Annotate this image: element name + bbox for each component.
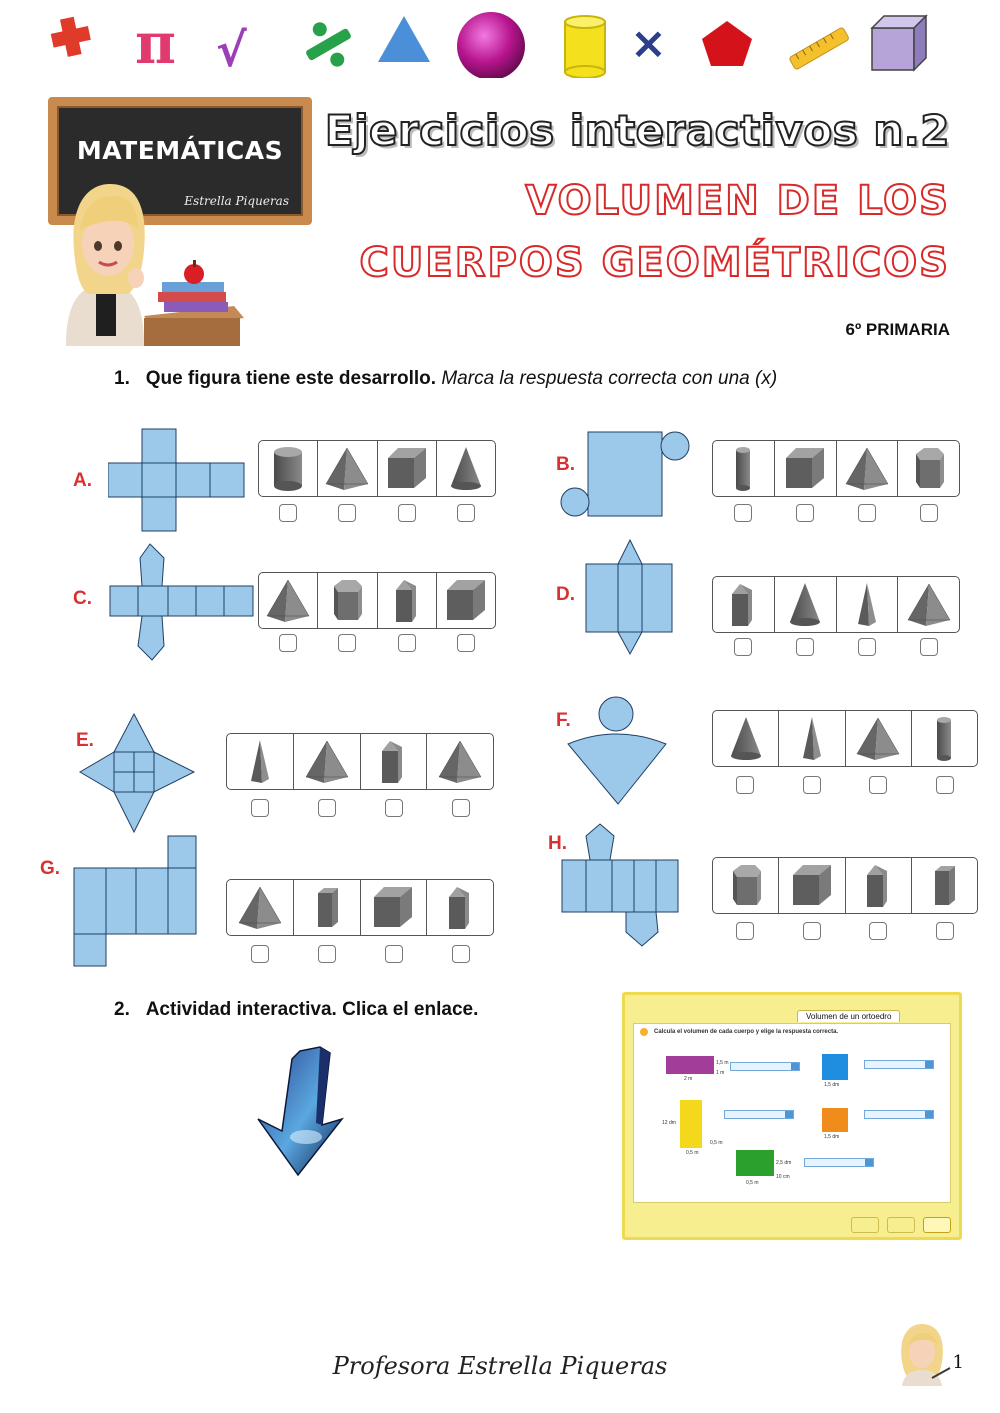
checkbox-d-4[interactable]	[920, 638, 938, 656]
checkbox-f-4[interactable]	[936, 776, 954, 794]
option-f-3	[846, 711, 912, 766]
exercise-label-h: H.	[548, 833, 567, 854]
svg-text:×: ×	[630, 18, 667, 69]
interactive-activity-preview[interactable]	[622, 992, 962, 1240]
answer-dropdown[interactable]	[724, 1110, 794, 1119]
preview-instructions: Calcula el volumen de cada cuerpo y elige la respuesta correcta.	[654, 1029, 839, 1035]
triangular-prism-icon	[718, 580, 768, 630]
option-g-3	[361, 880, 428, 935]
option-c-2	[318, 573, 377, 628]
page-number: 1	[952, 1352, 964, 1373]
pentagon-icon	[702, 21, 752, 66]
footer-signature: Profesora Estrella Piqueras	[332, 1352, 668, 1380]
svg-text:√: √	[216, 23, 247, 77]
checkbox-g-3[interactable]	[385, 945, 403, 963]
cylinder-icon	[919, 714, 969, 764]
options-a	[258, 440, 496, 497]
options-g	[226, 879, 494, 936]
checkbox-a-4[interactable]	[457, 504, 475, 522]
option-h-1	[713, 858, 779, 913]
checkbox-a-1[interactable]	[279, 504, 297, 522]
cone-icon	[721, 714, 771, 764]
option-f-1	[713, 711, 779, 766]
checkboxes-b	[712, 504, 960, 522]
rectangular-prism-icon	[302, 883, 352, 933]
options-b	[712, 440, 960, 497]
square-pyramid-icon	[853, 714, 903, 764]
cylinder-icon	[263, 444, 313, 494]
checkbox-h-2[interactable]	[803, 922, 821, 940]
pentagonal-prism-icon	[721, 861, 771, 911]
question-2-number: 2.	[114, 999, 130, 1020]
net-a	[108, 428, 246, 532]
dim-label: 0,5 m	[746, 1180, 759, 1186]
net-h	[560, 822, 682, 950]
option-d-1	[713, 577, 775, 632]
option-b-1	[713, 441, 775, 496]
option-g-4	[427, 880, 493, 935]
plus-icon	[48, 14, 93, 59]
option-a-2	[318, 441, 377, 496]
checkbox-e-4[interactable]	[452, 799, 470, 817]
cone-icon	[780, 580, 830, 630]
net-e	[78, 712, 196, 834]
square-pyramid-icon	[322, 444, 372, 494]
checkbox-b-1[interactable]	[734, 504, 752, 522]
net-c	[108, 542, 256, 664]
grade-level: 6º PRIMARIA	[845, 320, 950, 339]
checkboxes-f	[712, 776, 978, 794]
info-icon	[640, 1028, 648, 1036]
checkbox-e-2[interactable]	[318, 799, 336, 817]
checkbox-d-2[interactable]	[796, 638, 814, 656]
dim-label: 1,5 m	[716, 1060, 729, 1066]
checkboxes-h	[712, 922, 978, 940]
net-b	[560, 430, 692, 520]
down-arrow-link-icon[interactable]	[250, 1045, 350, 1180]
question-2-text: Actividad interactiva. Clica el enlace.	[145, 999, 479, 1020]
cube-icon	[441, 576, 491, 626]
question-1	[114, 368, 777, 390]
question-1-instruction: Marca la respuesta correcta con una (x)	[441, 368, 778, 389]
option-c-3	[378, 573, 437, 628]
checkboxes-e	[226, 799, 494, 817]
checkbox-d-1[interactable]	[734, 638, 752, 656]
option-h-2	[779, 858, 845, 913]
cube-icon	[368, 883, 418, 933]
dim-label: 0,5 m	[686, 1150, 699, 1156]
answer-dropdown[interactable]	[864, 1060, 934, 1069]
checkbox-c-2[interactable]	[338, 634, 356, 652]
triangular-pyramid-icon	[787, 714, 837, 764]
checkbox-c-3[interactable]	[398, 634, 416, 652]
option-e-4	[427, 734, 493, 789]
triangle-icon	[378, 16, 430, 62]
cube-blue	[822, 1054, 848, 1080]
net-g	[72, 834, 200, 970]
option-c-1	[259, 573, 318, 628]
checkbox-a-3[interactable]	[398, 504, 416, 522]
square-pyramid-icon	[435, 737, 485, 787]
option-f-2	[779, 711, 845, 766]
square-pyramid-icon	[302, 737, 352, 787]
option-e-1	[227, 734, 294, 789]
decorative-icon-row	[30, 8, 930, 78]
dim-label: 1 m	[716, 1070, 725, 1076]
checkboxes-c	[258, 634, 496, 652]
checkboxes-a	[258, 504, 496, 522]
square-pyramid-icon	[904, 580, 954, 630]
option-g-1	[227, 880, 294, 935]
cube-icon	[787, 861, 837, 911]
prism-yellow	[680, 1100, 702, 1148]
checkbox-h-3[interactable]	[869, 922, 887, 940]
dim-label: 0,5 m	[710, 1140, 723, 1146]
triangular-prism-icon	[368, 737, 418, 787]
exercise-label-b: B.	[556, 454, 575, 475]
dim-label: 12 dm	[662, 1120, 676, 1126]
cylinder-icon	[718, 444, 768, 494]
cone-icon	[441, 444, 491, 494]
exercise-label-f: F.	[556, 710, 571, 731]
checkboxes-d	[712, 638, 960, 656]
option-a-3	[378, 441, 437, 496]
pentagonal-prism-icon	[322, 576, 372, 626]
option-f-4	[912, 711, 977, 766]
svg-text:π: π	[135, 11, 176, 77]
checkbox-e-1[interactable]	[251, 799, 269, 817]
preview-button[interactable]	[887, 1217, 915, 1233]
triangular-pyramid-icon	[235, 737, 285, 787]
answer-dropdown[interactable]	[804, 1158, 874, 1167]
teacher-small-avatar	[892, 1322, 952, 1386]
answer-dropdown[interactable]	[730, 1062, 800, 1071]
dim-label: 10 cm	[776, 1174, 790, 1180]
checkbox-c-4[interactable]	[457, 634, 475, 652]
preview-button[interactable]	[851, 1217, 879, 1233]
dim-label: 2,5 dm	[776, 1160, 792, 1166]
question-2	[114, 999, 478, 1021]
exercise-label-c: C.	[73, 588, 92, 609]
options-c	[258, 572, 496, 629]
rectangular-prism-icon	[919, 861, 969, 911]
board-title: MATEMÁTICAS	[76, 136, 284, 165]
checkbox-h-4[interactable]	[936, 922, 954, 940]
preview-tab-title: Volumen de un ortoedro	[797, 1010, 900, 1022]
checkbox-b-2[interactable]	[796, 504, 814, 522]
net-f	[566, 694, 670, 808]
checkbox-b-3[interactable]	[858, 504, 876, 522]
option-e-2	[294, 734, 361, 789]
checkboxes-g	[226, 945, 494, 963]
checkbox-f-3[interactable]	[869, 776, 887, 794]
options-e	[226, 733, 494, 790]
option-h-4	[912, 858, 977, 913]
triangular-prism-icon	[382, 576, 432, 626]
subtitle-line-2: CUERPOS GEOMÉTRICOS	[359, 240, 950, 286]
exercise-label-g: G.	[40, 858, 61, 879]
cube-orange	[822, 1108, 848, 1132]
worksheet-title: Ejercicios interactivos n.2	[324, 106, 950, 155]
option-b-4	[898, 441, 959, 496]
exercise-label-e: E.	[76, 730, 94, 751]
checkbox-f-1[interactable]	[736, 776, 754, 794]
dim-label: 2 m	[684, 1076, 693, 1082]
exercise-label-a: A.	[73, 470, 92, 491]
teacher-avatar	[44, 178, 244, 346]
answer-dropdown[interactable]	[864, 1110, 934, 1119]
option-d-4	[898, 577, 959, 632]
pentagonal-prism-icon	[904, 444, 954, 494]
option-e-3	[361, 734, 428, 789]
cylinder-icon	[565, 16, 605, 78]
triangular-pyramid-icon	[842, 580, 892, 630]
square-pyramid-icon	[235, 883, 285, 933]
checkbox-a-2[interactable]	[338, 504, 356, 522]
checkbox-e-3[interactable]	[385, 799, 403, 817]
option-b-3	[837, 441, 899, 496]
option-a-1	[259, 441, 318, 496]
checkbox-g-2[interactable]	[318, 945, 336, 963]
pi-icon	[135, 11, 176, 77]
options-d	[712, 576, 960, 633]
option-b-2	[775, 441, 837, 496]
ruler-icon	[789, 27, 850, 70]
checkbox-h-1[interactable]	[736, 922, 754, 940]
checkbox-g-4[interactable]	[452, 945, 470, 963]
checkbox-g-1[interactable]	[251, 945, 269, 963]
checkbox-c-1[interactable]	[279, 634, 297, 652]
checkbox-b-4[interactable]	[920, 504, 938, 522]
cube-icon	[780, 444, 830, 494]
checkbox-d-3[interactable]	[858, 638, 876, 656]
options-f	[712, 710, 978, 767]
exercise-label-d: D.	[556, 584, 575, 605]
preview-content	[633, 1023, 951, 1203]
option-a-4	[437, 441, 495, 496]
prism-purple	[666, 1056, 714, 1074]
dim-label: 1,5 dm	[824, 1134, 840, 1140]
triangular-prism-icon	[853, 861, 903, 911]
checkbox-f-2[interactable]	[803, 776, 821, 794]
options-h	[712, 857, 978, 914]
subtitle-line-1: VOLUMEN DE LOS	[525, 178, 950, 224]
square-root-icon	[216, 23, 247, 77]
board-signature: Estrella Piqueras	[184, 194, 289, 208]
option-d-2	[775, 577, 837, 632]
option-h-3	[846, 858, 912, 913]
divide-icon	[295, 11, 361, 77]
square-pyramid-icon	[842, 444, 892, 494]
question-1-number: 1.	[114, 368, 130, 389]
prism-green	[736, 1150, 774, 1176]
preview-refresh-button[interactable]	[923, 1217, 951, 1233]
multiply-icon	[630, 18, 667, 69]
square-pyramid-icon	[263, 576, 313, 626]
question-1-prompt: Que figura tiene este desarrollo.	[145, 368, 437, 389]
triangular-prism-icon	[435, 883, 485, 933]
option-g-2	[294, 880, 361, 935]
dim-label: 1,5 dm	[824, 1082, 840, 1088]
option-d-3	[837, 577, 899, 632]
net-d	[584, 538, 676, 656]
cube-icon	[872, 16, 926, 70]
sphere-icon	[457, 12, 525, 78]
option-c-4	[437, 573, 495, 628]
cube-icon	[382, 444, 432, 494]
